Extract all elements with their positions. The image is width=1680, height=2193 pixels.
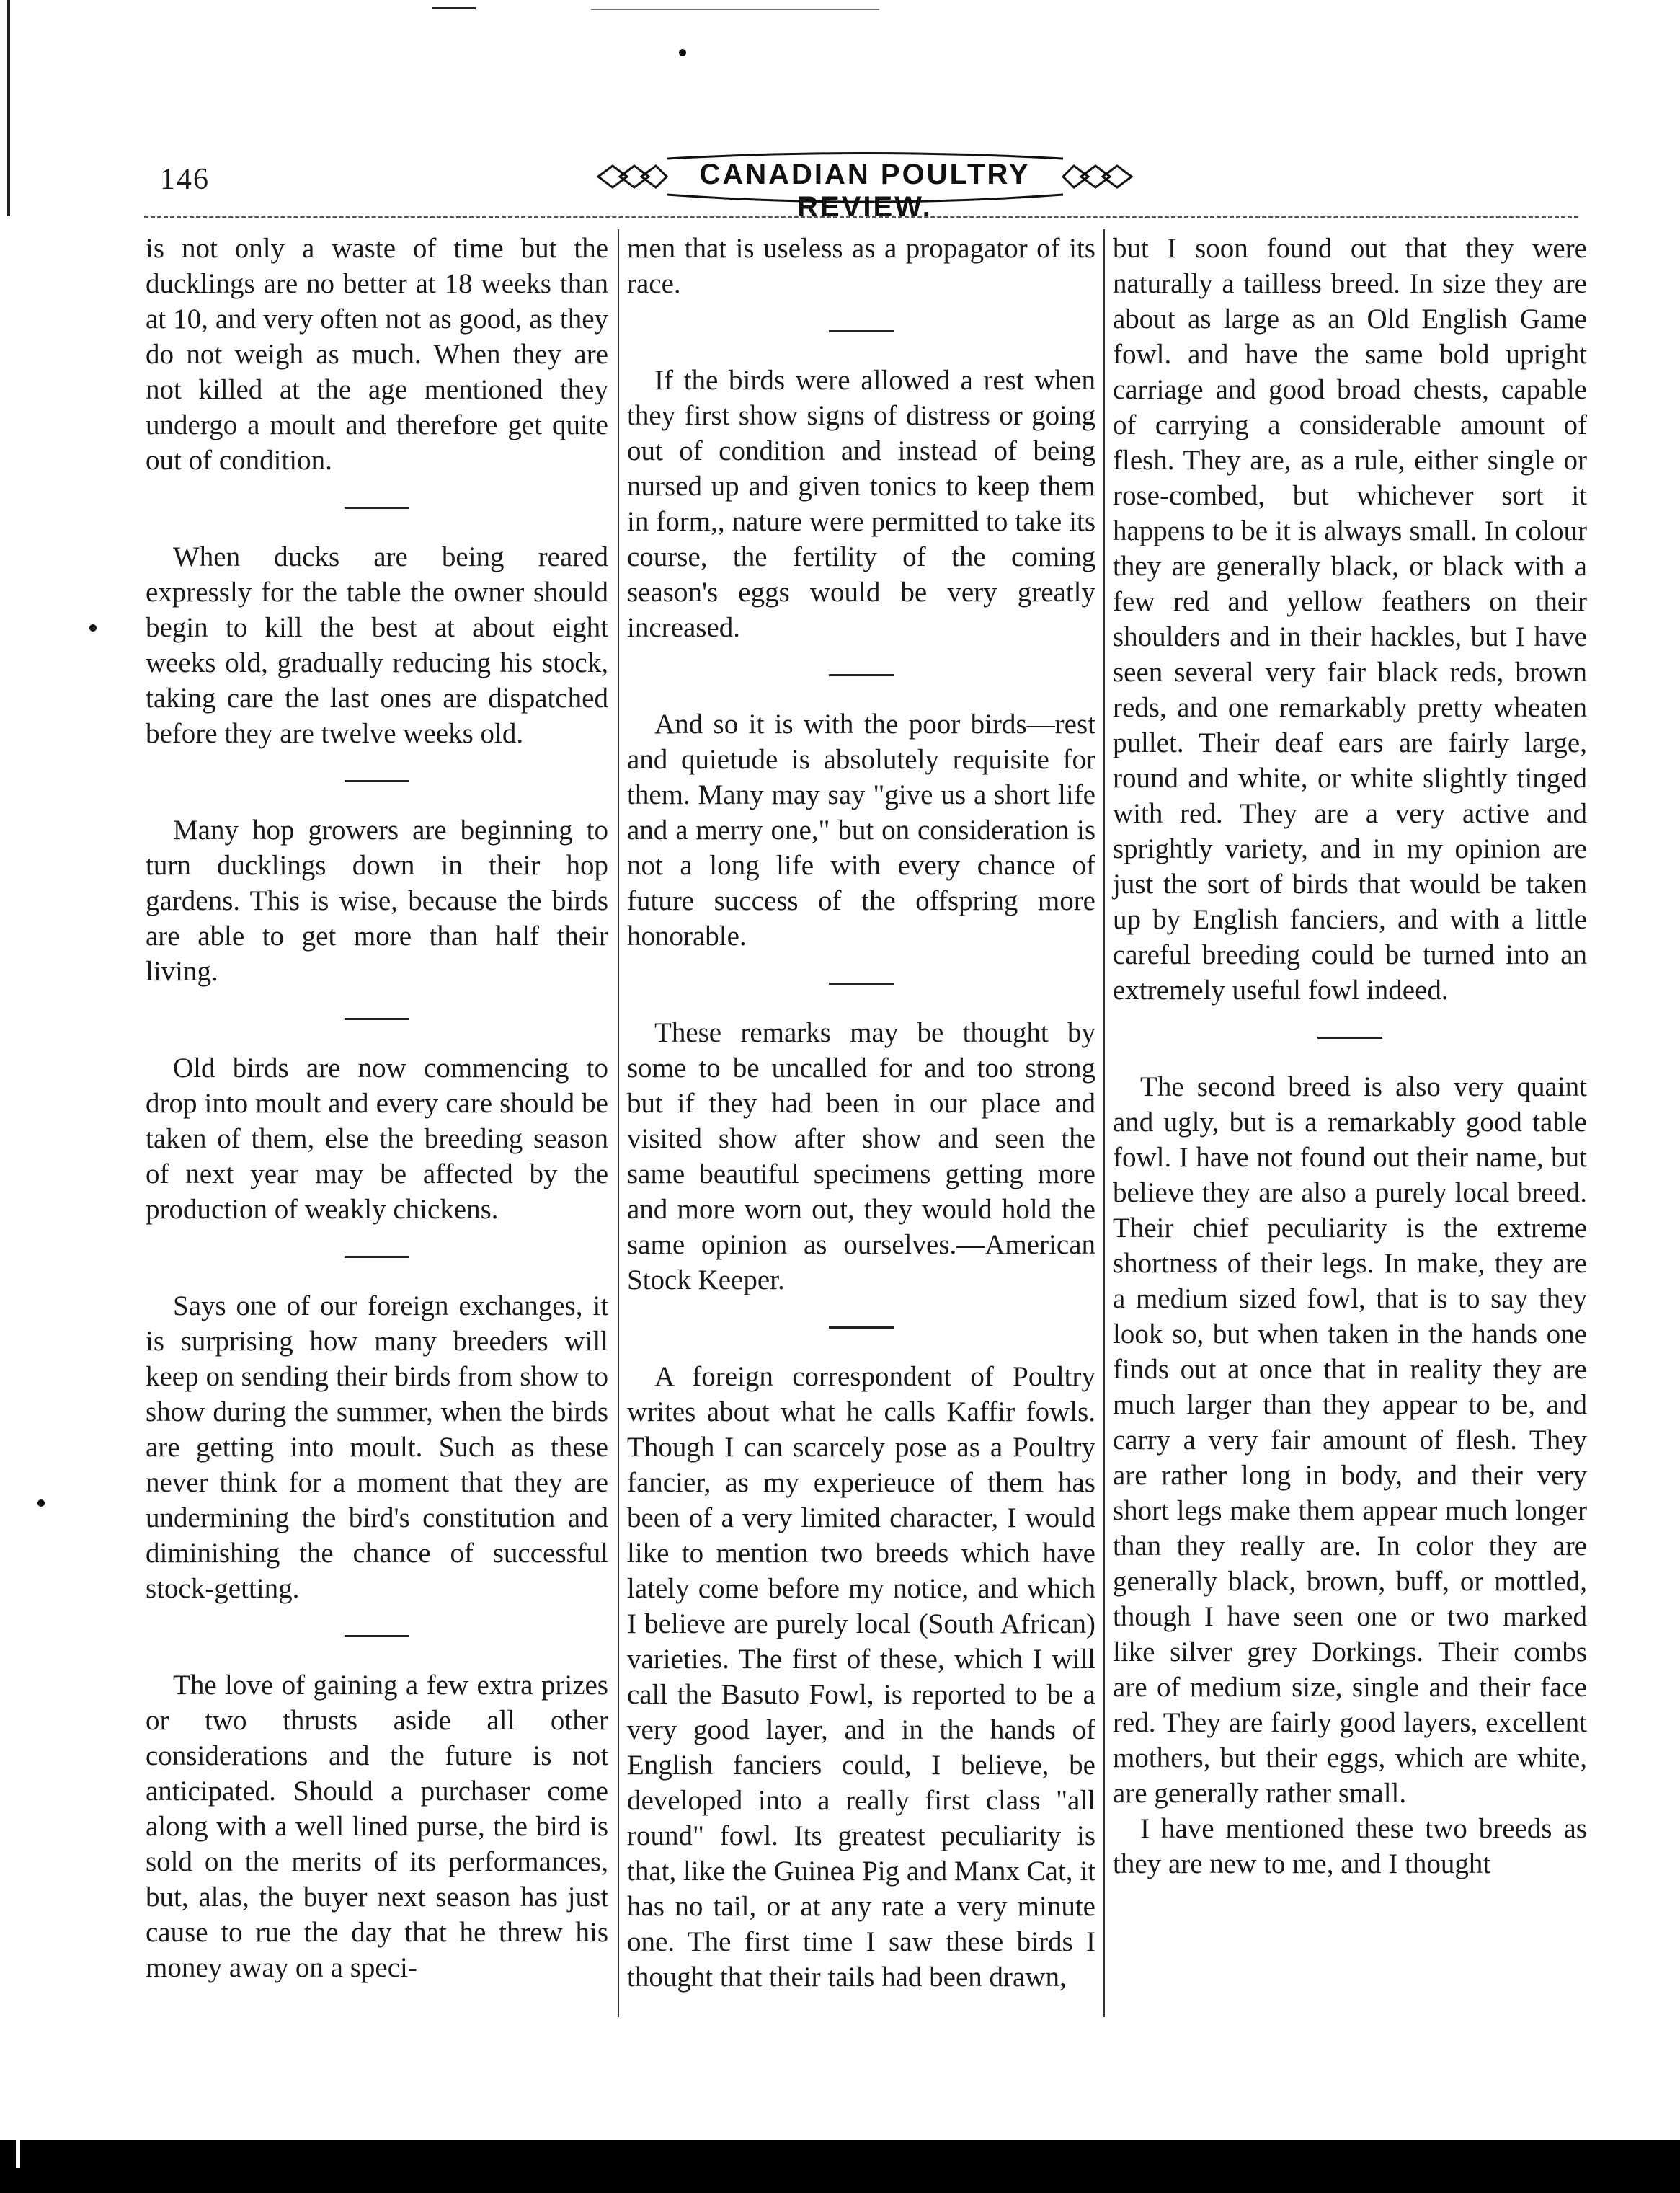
- masthead-title: CANADIAN POULTRY REVIEW.: [699, 159, 1031, 223]
- masthead: [591, 144, 1139, 223]
- column-1: [146, 231, 608, 1985]
- section-separator: [345, 507, 409, 509]
- section-separator: [829, 674, 894, 676]
- section-separator: [345, 1635, 409, 1637]
- scan-dot: [37, 1499, 45, 1507]
- paragraph: If the birds were allowed a rest when they first show signs of distress or going out of condition and instead of being nursed up and given tonics to keep them in form,, nature were permitted to take its course, the fertility of the coming season's eggs would be very greatly increased.: [627, 365, 1095, 643]
- scan-top-mark: [591, 9, 879, 10]
- section-separator: [829, 1326, 894, 1329]
- paragraph: Many hop growers are beginning to turn ducklings down in their hop gardens. This is wise, because the birds are able to get more than half their living.: [146, 815, 608, 987]
- section-separator: [829, 330, 894, 332]
- paragraph: is not only a waste of time but the ducklings are no better at 18 weeks than at 10, and very often not as good, as they do not weigh as much. When they are not killed at the age mentioned they undergo a moult and therefore get quite out of condition.: [146, 233, 608, 476]
- scan-bottom-band: [0, 2140, 1680, 2193]
- column-rule: [1103, 229, 1105, 2017]
- scan-left-mark: [7, 0, 10, 216]
- column-2: [627, 231, 1095, 1995]
- section-separator: [829, 983, 894, 985]
- paragraph: The love of gaining a few extra prizes or two thrusts aside all other considerations and the future is not anticipated. Should a purchaser come along with a well lined purse, the bird is sold on the merits of its performances, but, alas, the buyer next season has just cause to rue the day that he threw his money away on a speci-: [146, 1670, 608, 1983]
- section-separator: [345, 1256, 409, 1258]
- paragraph: The second breed is also very quaint and ugly, but is a remarkably good table fowl. I have not found out their name, but believe they are also a purely local breed. Their chief peculiarity is the extreme shortness of their legs. In make, they are a medium sized fowl, that is to say they look so, but when taken in the hands one finds out at once that in reality they are much larger than they appear to be, and carry a very fair amount of flesh. They are rather long in body, and their very short legs make them appear much longer than they really are. In color they are generally black, brown, buff, or mottled, though I have seen one or two marked like silver grey Dorkings. Their combs are of medium size, single and their face red. They are fairly good layers, excellent mothers, but their eggs, which are white, are generally rather small.: [1113, 1071, 1587, 1809]
- paragraph: And so it is with the poor birds—rest and quietude is absolutely requisite for them. Many may say "give us a short life and a merry one," but on consideration is not a long life with every chance of future success of the offspring more honorable.: [627, 709, 1095, 952]
- scan-top-mark: [432, 7, 476, 9]
- scan-dot: [679, 49, 686, 56]
- section-separator: [345, 780, 409, 782]
- paragraph: A foreign correspondent of Poultry writes about what he calls Kaffir fowls. Though I can scarcely pose as a Poultry fancier, as my experieuce of them has been of a very limited character, I would like to mention two breeds which have lately come before my notice, and which I believe are purely local (South African) varieties. The first of these, which I will call the Basuto Fowl, is reported to be a very good layer, and in the hands of English fanciers could, I believe, be developed into a really first class "all round" fowl. Its greatest peculiarity is that, like the Guinea Pig and Manx Cat, it has no tail, or at any rate a very minute one. The first time I saw these birds I thought that their tails had been drawn,: [627, 1361, 1095, 1993]
- paragraph: Old birds are now commencing to drop into moult and every care should be taken of them, else the breeding season of next year may be affected by the production of weakly chickens.: [146, 1053, 608, 1225]
- paragraph: men that is useless as a propagator of its race.: [627, 233, 1095, 299]
- paragraph: I have mentioned these two breeds as they are new to me, and I thought: [1113, 1813, 1587, 1879]
- section-separator: [345, 1018, 409, 1020]
- column-3: [1113, 231, 1587, 1882]
- scan-nick: [16, 2140, 20, 2168]
- paragraph: but I soon found out that they were naturally a tailless breed. In size they are about as large as an Old English Game fowl. and have the same bold upright carriage and good broad chests, capable of carrying a considerable amount of flesh. They are, as a rule, either single or rose-combed, but whichever sort it happens to be it is always small. In colour they are generally black, or black with a few red and yellow feathers on their shoulders and in their hackles, but I have seen several very fair black reds, brown reds, and one remarkably pretty wheaten pullet. Their deaf ears are fairly large, round and white, or white slightly tinged with red. They are a very active and sprightly variety, and in my opinion are just the sort of birds that would be taken up by English fanciers, and with a little careful breeding could be turned into an extremely useful fowl indeed.: [1113, 233, 1587, 1006]
- column-rule: [618, 229, 619, 2017]
- paragraph: Says one of our foreign exchanges, it is surprising how many breeders will keep on sending their birds from show to show during the summer, when the birds are getting into moult. Such as these never think for a moment that they are undermining the bird's constitution and diminishing the chance of successful stock-getting.: [146, 1290, 608, 1604]
- scan-dot: [89, 624, 97, 632]
- paragraph: When ducks are being reared expressly for the table the owner should begin to kill the best at about eight weeks old, gradually reducing his stock, taking care the last ones are dispatched before they are twelve weeks old.: [146, 541, 608, 749]
- page-number: 146: [160, 163, 210, 196]
- paragraph: These remarks may be thought by some to be uncalled for and too strong but if they had been in our place and visited show after show and seen the same beautiful specimens getting more and more worn out, they would hold the same opinion as ourselves.—American Stock Keeper.: [627, 1017, 1095, 1295]
- header-rule: [144, 216, 1578, 218]
- section-separator: [1317, 1037, 1382, 1039]
